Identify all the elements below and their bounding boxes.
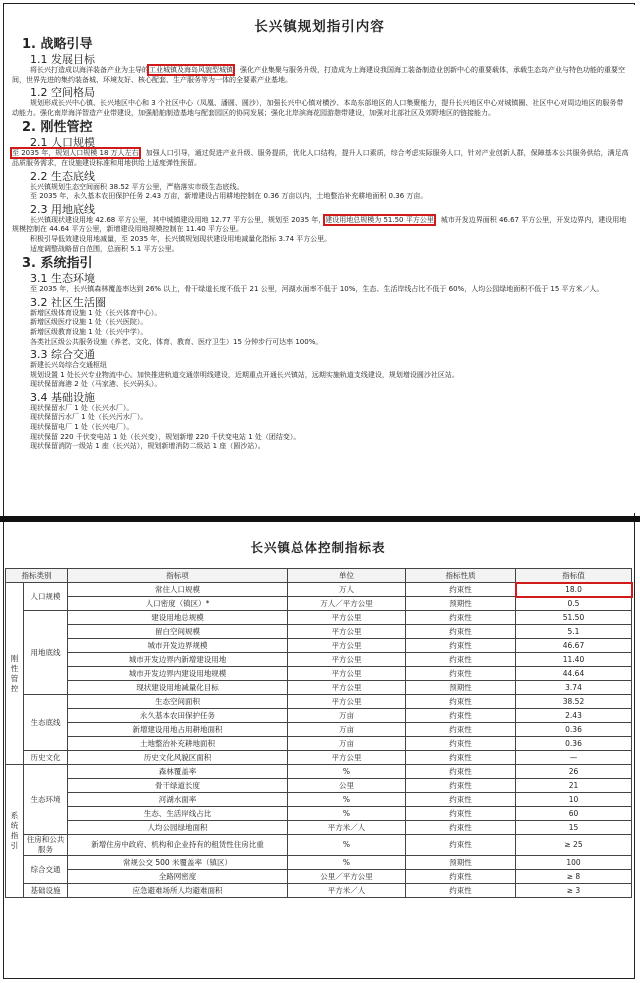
cell-value: 21 — [516, 779, 632, 793]
table-row — [6, 639, 632, 653]
row-group: 基础设施 — [24, 884, 68, 898]
cell-item: 生态、生活岸线占比 — [68, 807, 288, 821]
table-row — [6, 856, 632, 870]
paragraph-land-use: 积极引导低效建设用地减量，至 2035 年，长兴镇规划现状建设用地减量化指标 3.74 平方公里。 — [30, 234, 332, 243]
table-row — [6, 583, 632, 597]
cell-value: ≥ 3 — [516, 884, 632, 898]
cell-nature: 约束性 — [406, 695, 516, 709]
cell-unit: 万人／平方公里 — [288, 597, 406, 611]
highlighted-land-total: 建设用地总规模为 51.50 平方公里 — [325, 215, 434, 224]
cell-nature: 约束性 — [406, 821, 516, 835]
cell-nature: 约束性 — [406, 779, 516, 793]
indicator-table-section — [4, 524, 632, 979]
cell-unit: 平方公里 — [288, 639, 406, 653]
planning-guidance-document — [4, 5, 635, 513]
cell-item: 建设用地总规模 — [68, 611, 288, 625]
cell-unit: 平方公里 — [288, 695, 406, 709]
cell-item: 全路网密度 — [68, 870, 288, 884]
cell-item: 骨干绿道长度 — [68, 779, 288, 793]
cell-item: 应急避难场所人均避难面积 — [68, 884, 288, 898]
paragraph-spatial-pattern: 规划形成长兴中心镇、长兴地区中心和 3 个社区中心（凤凰、潘圆、圆沙），加强长兴中心镇对横沙、本岛东部地区的人口集聚能力，提升长兴地区中心对城镇圈、社区中心对周边地区的服务带动能力。强化南岸海洋智造产业带建设，加强船舶制造基地与配套园区的协同发展；强化北岸滨海花园游憩带建设，加强对北部社区及郊野地区的链接能力。 — [12, 99, 624, 117]
cell-nature: 预期性 — [406, 856, 516, 870]
paragraph-community: 各类社区级公共服务设施（养老、文化、体育、教育、医疗卫生）15 分钟步行可达率 100%。 — [30, 337, 323, 346]
cell-nature: 约束性 — [406, 611, 516, 625]
cell-value: 60 — [516, 807, 632, 821]
header-item: 指标项 — [68, 569, 288, 583]
table-row — [6, 723, 632, 737]
cell-value: 10 — [516, 793, 632, 807]
cell-nature: 约束性 — [406, 709, 516, 723]
cell-value: 11.40 — [516, 653, 632, 667]
category-rigid: 刚性管控 — [6, 583, 24, 765]
table-row — [6, 779, 632, 793]
table-row — [6, 765, 632, 779]
cell-value: 5.1 — [516, 625, 632, 639]
paragraph-community: 新增区级教育设施 1 处（长兴中学）。 — [30, 327, 148, 336]
section-heading: 3. 系统指引 — [22, 256, 93, 272]
paragraph-transport: 规划设置 1 处长兴专业物流中心。加快推进轨道交通崇明线建设，近期重点开通长兴镇站，远期实施轨道支线建设，规划增设圆沙社区站。 — [30, 370, 459, 379]
cell-item: 留白空间规模 — [68, 625, 288, 639]
paragraph-ecology: 至 2035 年，永久基本农田保护任务 2.43 万亩，新增建设占用耕地控制在 0.36 万亩以内，土地整治补充耕地面积 0.36 万亩。 — [30, 192, 428, 201]
cell-item: 城市开发边界内建设用地规模 — [68, 667, 288, 681]
table-row — [6, 625, 632, 639]
cell-nature: 约束性 — [406, 583, 516, 597]
cell-nature: 约束性 — [406, 639, 516, 653]
cell-unit: 平方公里 — [288, 667, 406, 681]
cell-nature: 约束性 — [406, 765, 516, 779]
document-title: 长兴镇规划指引内容 — [254, 19, 385, 35]
cell-value: 26 — [516, 765, 632, 779]
row-group: 生态底线 — [24, 695, 68, 751]
table-row — [6, 681, 632, 695]
cell-nature: 约束性 — [406, 807, 516, 821]
paragraph-development-goal: 将长兴打造成以海洋装备产业为主导的工业城镇及海岛风貌型城镇，强化产业集聚与服务升级，打造成为上海建设我国海工装备制造业创新中心的重要载体，承载生态岛产业与特色功能的重要空间，世界先进的集约装备城、环境友好、核心配套、生产服务等为一体的全要素产业基地。 — [12, 66, 625, 84]
cell-value: 46.67 — [516, 639, 632, 653]
subsection-heading: 3.4 基础设施 — [30, 390, 95, 404]
cell-unit: 平方米／人 — [288, 884, 406, 898]
cell-nature: 约束性 — [406, 723, 516, 737]
cell-item: 生态空间面积 — [68, 695, 288, 709]
table-row — [6, 709, 632, 723]
cell-item: 永久基本农田保护任务 — [68, 709, 288, 723]
header-category: 指标类别 — [6, 569, 68, 583]
cell-nature: 约束性 — [406, 884, 516, 898]
highlighted-town-positioning: 工业城镇及海岛风貌型城镇 — [149, 66, 233, 74]
cell-item: 常规公交 500 米覆盖率（镇区） — [68, 856, 288, 870]
category-system: 系统指引 — [6, 765, 24, 898]
cell-nature: 约束性 — [406, 653, 516, 667]
cell-nature: 预期性 — [406, 681, 516, 695]
subsection-heading: 2.3 用地底线 — [30, 202, 95, 216]
cell-value: 0.36 — [516, 737, 632, 751]
subsection-heading: 2.2 生态底线 — [30, 169, 95, 183]
cell-value: 51.50 — [516, 611, 632, 625]
table-row — [6, 793, 632, 807]
cell-unit: 平方公里 — [288, 611, 406, 625]
paragraph-infrastructure: 现状保留水厂 1 处（长兴水厂）。 — [30, 403, 134, 412]
cell-value: 3.74 — [516, 681, 632, 695]
subsection-heading: 2.1 人口规模 — [30, 136, 95, 150]
paragraph-transport: 现状保留海港 2 处（马家港、长兴码头）。 — [30, 380, 162, 389]
cell-unit: 平方公里 — [288, 751, 406, 765]
subsection-heading: 1.1 发展目标 — [30, 53, 95, 66]
header-nature: 指标性质 — [406, 569, 516, 583]
cell-item: 现状建设用地减量化目标 — [68, 681, 288, 695]
table-row — [6, 807, 632, 821]
cell-value: 44.64 — [516, 667, 632, 681]
cell-nature: 约束性 — [406, 625, 516, 639]
cell-value: ≥ 25 — [516, 835, 632, 856]
table-row — [6, 884, 632, 898]
table-row — [6, 751, 632, 765]
row-group: 人口规模 — [24, 583, 68, 611]
paragraph-land-use: 长兴镇现状建设用地 42.68 平方公里，其中城镇建设用地 12.77 平方公里，规划至 2035 年，建设用地总规模为 51.50 平方公里，城市开发边界面积 46.67 平方公里，开发边界内，建设用地规模控制在 44.64 平方公里，新增建设用地规模控制在 11.40 平方公里。 — [12, 215, 627, 234]
cell-item: 河湖水面率 — [68, 793, 288, 807]
table-row — [6, 695, 632, 709]
cell-unit: 万人 — [288, 583, 406, 597]
paragraph-ecology: 长兴镇规划生态空间面积 38.52 平方公里，严格落实市级生态底线。 — [30, 182, 244, 191]
table-row — [6, 597, 632, 611]
table-row — [6, 611, 632, 625]
cell-unit: % — [288, 807, 406, 821]
subsection-heading: 3.2 社区生活圈 — [30, 295, 106, 309]
paragraph-environment: 至 2035 年，长兴镇森林覆盖率达到 26% 以上，骨干绿道长度不低于 21 公里，河湖水面率不低于 10%，生态、生活岸线占比不低于 60%，人均公园绿地面积不低于 15 平方米／人。 — [30, 285, 604, 294]
paragraph-infrastructure: 现状保留 220 千伏变电站 1 处（长兴变），规划新增 220 千伏变电站 1 处（团结变）。 — [30, 432, 301, 441]
cell-nature: 约束性 — [406, 835, 516, 856]
cell-item: 森林覆盖率 — [68, 765, 288, 779]
cell-nature: 约束性 — [406, 751, 516, 765]
cell-unit: 平方米／人 — [288, 821, 406, 835]
cell-item: 人均公园绿地面积 — [68, 821, 288, 835]
cell-unit: % — [288, 765, 406, 779]
table-row — [6, 737, 632, 751]
cell-item: 土地整治补充耕地面积 — [68, 737, 288, 751]
table-row — [6, 870, 632, 884]
cell-value: 18.0 — [516, 583, 632, 597]
cell-value: 100 — [516, 856, 632, 870]
paragraph-infrastructure: 现状保留消防一级站 1 座（长兴站），规划新增消防二级站 1 座（圆沙站）。 — [30, 442, 265, 451]
header-value: 指标值 — [516, 569, 632, 583]
cell-value: 0.36 — [516, 723, 632, 737]
row-group: 住房和公共服务 — [24, 835, 68, 856]
row-group: 历史文化 — [24, 751, 68, 765]
paragraph-community: 新增区级医疗设施 1 处（长兴医院）。 — [30, 318, 148, 327]
cell-unit: 公里／平方公里 — [288, 870, 406, 884]
row-group: 生态环境 — [24, 765, 68, 835]
cell-unit: % — [288, 793, 406, 807]
cell-value: ≥ 8 — [516, 870, 632, 884]
cell-unit: 平方公里 — [288, 653, 406, 667]
table-row — [6, 835, 632, 856]
cell-nature: 约束性 — [406, 737, 516, 751]
cell-value: — — [516, 751, 632, 765]
section-divider — [0, 516, 640, 522]
paragraph-land-use: 适度调整战略留白范围，总面积 5.1 平方公里。 — [30, 244, 179, 253]
cell-value: 38.52 — [516, 695, 632, 709]
section-heading: 1. 战略引导 — [22, 37, 93, 52]
paragraph-transport: 新建长兴岛综合交通枢纽 — [30, 361, 107, 370]
paragraph-community: 新增区级体育设施 1 处（长兴体育中心）。 — [30, 308, 162, 317]
paragraph-infrastructure: 现状保留污水厂 1 处（长兴污水厂）。 — [30, 413, 148, 422]
cell-nature: 预期性 — [406, 597, 516, 611]
highlighted-population-target: 至 2035 年，规划人口规模 18 万人左右 — [12, 149, 139, 158]
subsection-heading: 3.3 综合交通 — [30, 348, 95, 362]
cell-unit: 万亩 — [288, 709, 406, 723]
cell-item: 人口密度（镇区）* — [68, 597, 288, 611]
cell-unit: % — [288, 835, 406, 856]
table-title: 长兴镇总体控制指标表 — [250, 540, 386, 555]
cell-nature: 约束性 — [406, 793, 516, 807]
cell-item: 城市开发边界规模 — [68, 639, 288, 653]
table-header-row — [6, 569, 632, 583]
cell-nature: 约束性 — [406, 870, 516, 884]
cell-unit: % — [288, 856, 406, 870]
cell-item: 新增建设用地占用耕地面积 — [68, 723, 288, 737]
paragraph-infrastructure: 现状保留电厂 1 处（长兴电厂）。 — [30, 423, 134, 432]
cell-unit: 万亩 — [288, 737, 406, 751]
subsection-heading: 3.1 生态环境 — [30, 272, 95, 286]
cell-item: 历史文化风貌区面积 — [68, 751, 288, 765]
cell-value: 2.43 — [516, 709, 632, 723]
cell-item: 常住人口规模 — [68, 583, 288, 597]
cell-unit: 公里 — [288, 779, 406, 793]
subsection-heading: 1.2 空间格局 — [30, 86, 95, 100]
cell-nature: 约束性 — [406, 667, 516, 681]
cell-value: 0.5 — [516, 597, 632, 611]
paragraph-population: 至 2035 年，规划人口规模 18 万人左右。加强人口引导，通过促进产业升级、服务提质，优化人口结构，提升人口素质，综合考虑实际服务人口，针对产业创新人群，保障基本公共服务供给，满足高品质服务需求，在设施建设标准和用地供给上适度弹性预留。 — [12, 149, 629, 167]
section-heading: 2. 刚性管控 — [22, 120, 93, 136]
cell-unit: 平方公里 — [288, 625, 406, 639]
cell-item: 城市开发边界内新增建设用地 — [68, 653, 288, 667]
table-row — [6, 653, 632, 667]
cell-item: 新增住房中政府、机构和企业持有的租赁性住房比重 — [68, 835, 288, 856]
cell-unit: 万亩 — [288, 723, 406, 737]
cell-unit: 平方公里 — [288, 681, 406, 695]
header-unit: 单位 — [288, 569, 406, 583]
table-row — [6, 821, 632, 835]
cell-value: 15 — [516, 821, 632, 835]
row-group: 用地底线 — [24, 611, 68, 695]
indicator-table — [5, 568, 632, 898]
row-group: 综合交通 — [24, 856, 68, 884]
table-row — [6, 667, 632, 681]
